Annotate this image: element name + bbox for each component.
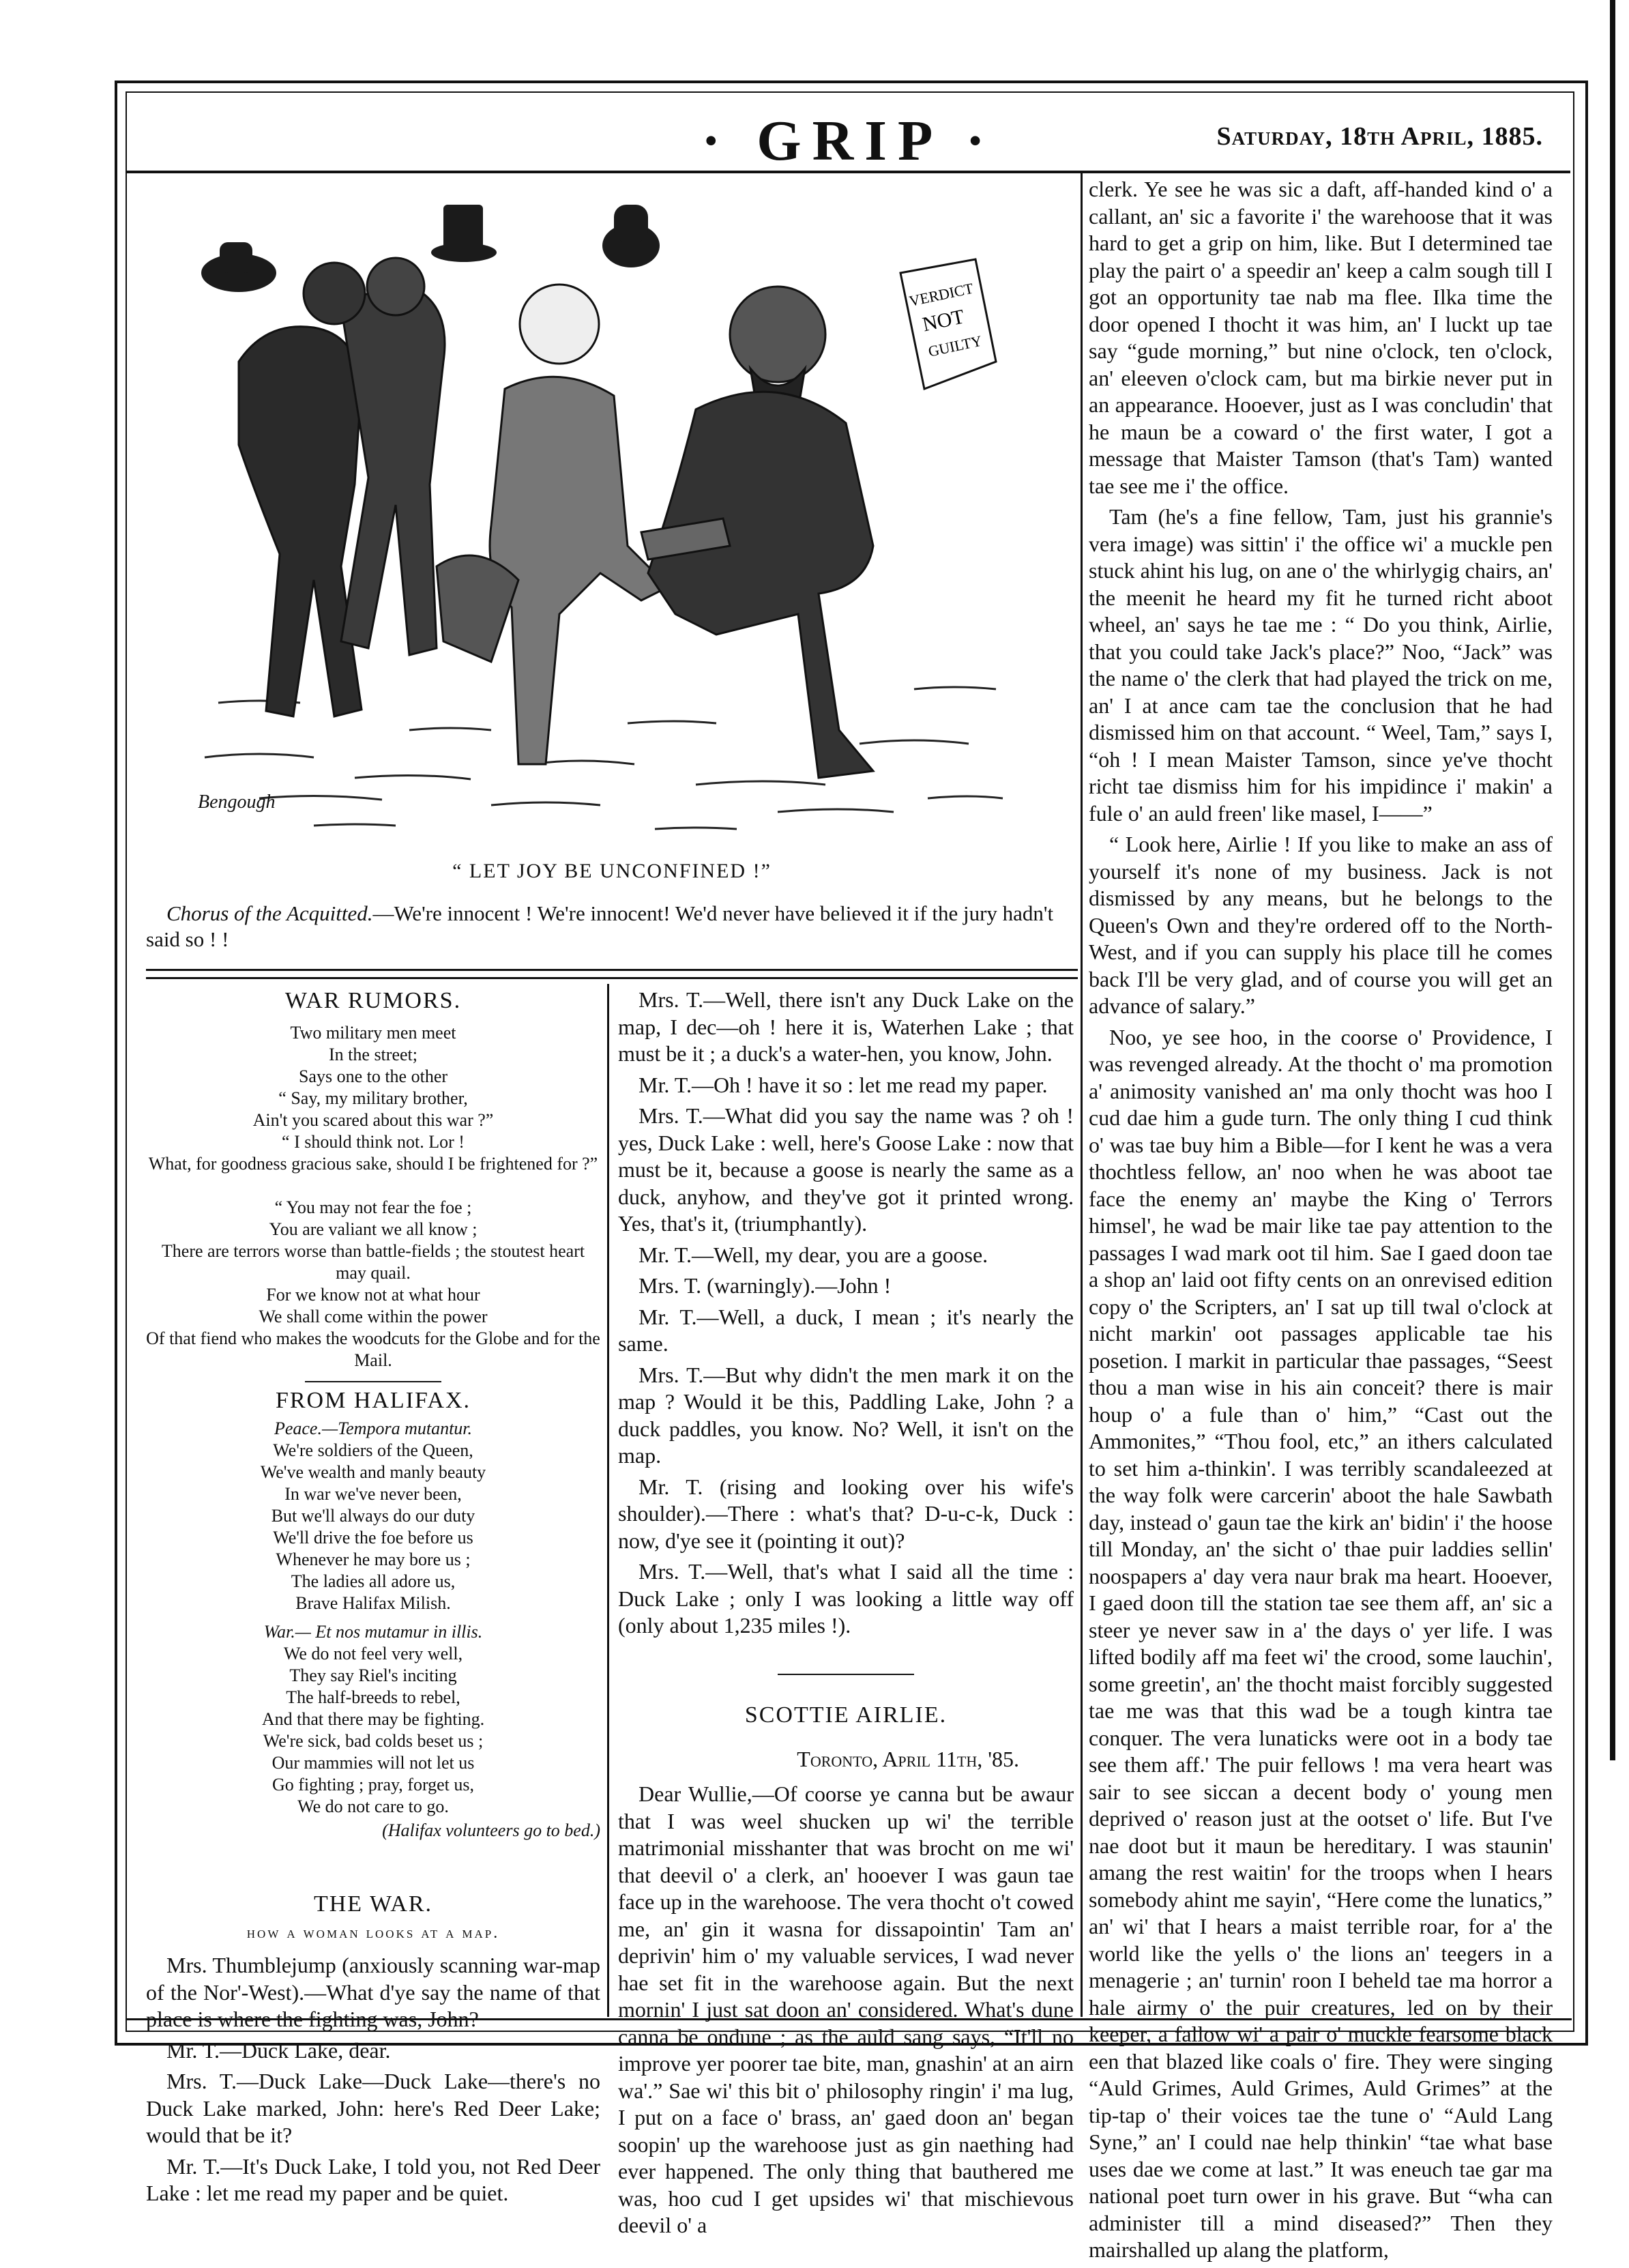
poem-line: The half-breeds to rebel, (286, 1687, 460, 1707)
poem-line: We shall come within the power (259, 1307, 488, 1326)
paragraph: Mrs. T.—Duck Lake—Duck Lake—there's no Duck Lake marked, John: here's Red Deer Lake; would that be it? (146, 2069, 600, 2147)
poem-line (146, 1175, 600, 1197)
paragraph: Tam (he's a fine fellow, Tam, just his grannie's vera image) was sittin' i' the office wi' a muckle pen stuck ahint his lug, on ane o' the whirlygig chairs, an' the meenit he heard my fit he turned richt aboot wheel, an' says he tae me : “ Do you think, Airlie, that you could take Jack's place?” Noo, “Jack” was the name o' the clerk that had played the trick on me, an' I at ance cam tae the conclusion that he had dismissed him on that account. “ Weel, Tam,” says I, “oh ! I mean Maister Tamson, since ye've thocht richt tae dismiss him for his impidince i' makin' a fule o' an auld freen' like masel, I——” (1089, 504, 1553, 826)
paragraph: Mrs. Thumblejump (anxiously scanning war-map of the Nor'-West).—What d'ye say the name of that place is where the fighting was, John? (146, 1953, 600, 2031)
issue-date: Saturday, 18th April, 1885. (1216, 122, 1543, 151)
paragraph: Mrs. T.—Well, that's what I said all the time : Duck Lake ; only I was looking a little way off (only about 1,235 miles !). (618, 1559, 1074, 1638)
peace-label: Peace.—Tempora mutantur. (274, 1419, 473, 1438)
war-rumors-heading: WAR RUMORS. (284, 988, 462, 1013)
poem-line: “ I should think not. Lor ! (282, 1132, 465, 1152)
masthead-title: · GRIP · (701, 109, 996, 173)
masthead (127, 102, 1570, 173)
poem-line: In the street; (329, 1045, 417, 1064)
paragraph: Dear Wullie,—Of coorse ye canna but be awaur that I was weel shucken up wi' the terrible matrimonial misshanter that was brocht on me wi' that deevil o' a clerk, an' hooever I was gaun tae face up in the warehoose. The vera thocht o't cowed me, an' gin it wasna for dissapointin' Tam an' deprivin' him o' my valuable services, I wad never hae set fit in the warehoose again. But the next mornin' I just sat doon an' considered. What's dune canna be ondune ; as the auld sang says, “It'll no improve yer poorer tae bite, man, gnashin' at an airn wa'.” Sae wi' this bit o' philosophy ringin' i' ma lug, I put on a face o' brass, an' gaed doon an' began soopin' up the warehoose just as gin naething had ever happened. The only thing that bauthered me was, hoo cud I get upsides wi' that mischievous deevil o' a (618, 1782, 1074, 2237)
poem-line: But we'll always do our duty (271, 1506, 475, 1526)
poem-line: There are terrors worse than battle-fields ; the stoutest heart may quail. (161, 1241, 585, 1283)
section-rule (778, 1674, 914, 1675)
paragraph: Mrs. T.—But why didn't the men mark it on the map ? Would it be this, Paddling Lake, John ? a duck paddles, you know. No? Well, it isn't on the map. (618, 1362, 1074, 1468)
cartoon-caption (146, 901, 1078, 953)
poem-line: You are valiant we all know ; (269, 1219, 478, 1239)
paragraph: “ Look here, Airlie ! If you like to make an ass of yourself it's none of my business. Jack is not dismissed by any means, but he belongs to the Queen's Own and they're ordered off to the North-West, and if you can supply his place till he comes back I'll be very glad, and of course you will get an advance of salary.” (1089, 832, 1553, 1018)
poem-line: We do not feel very well, (283, 1644, 463, 1663)
ground-hatching (205, 687, 1003, 829)
verdict-text-1: VERDICT (907, 279, 975, 310)
scan-edge-bar (1610, 0, 1615, 1760)
cartoon-bottom-rule (146, 969, 1078, 971)
column-rule-right (1081, 173, 1083, 2017)
poem-line: Whenever he may bore us ; (276, 1550, 471, 1569)
the-war-subheading: how a woman looks at a map. (246, 1924, 500, 1942)
paragraph: Mr. T.—Oh ! have it so : let me read my paper. (639, 1072, 1048, 1097)
the-war-text (146, 1952, 600, 2207)
war-label: War.— Et nos mutamur in illis. (263, 1622, 483, 1642)
paragraph: Mr. T.—It's Duck Lake, I told you, not Red Deer Lake : let me read my paper and be quiet. (146, 2153, 600, 2205)
scottie-text (618, 1781, 1074, 2239)
poem-line: In war we've never been, (284, 1484, 462, 1504)
halifax-signoff: (Halifax volunteers go to bed.) (382, 1820, 600, 1840)
cartoon-illustration (177, 184, 1037, 839)
poem-line: Two military men meet (290, 1023, 456, 1043)
paragraph: Mrs. T.—What did you say the name was ? oh ! yes, Duck Lake : well, here's Goose Lake : now that must be it, because a goose is nearly the same as a duck, anyhow, and they've got it printed wrong. Yes, that's it, (triumphantly). (618, 1103, 1074, 1236)
cartoon-drawing (177, 184, 1037, 839)
scottie-text-continued (1089, 176, 1553, 2264)
poem-line: Our mammies will not let us (272, 1753, 475, 1773)
paragraph: Mr. T.—Well, my dear, you are a goose. (639, 1242, 988, 1267)
caption-lead: Chorus of the Acquitted. (166, 901, 373, 925)
poem-line: We're soldiers of the Queen, (273, 1440, 473, 1460)
verdict-sign (900, 259, 996, 389)
poem-line: “ Say, my military brother, (278, 1088, 468, 1108)
column-right (1089, 176, 1553, 2268)
verdict-text-3: GUILTY (926, 332, 984, 360)
caption-text: —We're innocent ! We're innocent! We'd never have believed it if the jury hadn't said so ! ! (146, 901, 1054, 951)
peace-poem (146, 1440, 600, 1614)
poem-line: The ladies all adore us, (291, 1571, 456, 1591)
poem-line: We've wealth and manly beauty (260, 1462, 486, 1482)
column-middle (618, 987, 1074, 2243)
poem-line: We do not care to go. (297, 1797, 449, 1816)
figure-right (641, 287, 873, 778)
poem-line: Brave Halifax Milish. (295, 1593, 451, 1613)
war-rumors-poem (146, 1022, 600, 1371)
poem-line: And that there may be fighting. (261, 1709, 485, 1729)
poem-line: They say Riel's inciting (289, 1666, 457, 1685)
the-war-continued (618, 987, 1074, 1640)
paragraph: Mr. T.—Duck Lake, dear. (166, 2037, 391, 2063)
artist-signature: Bengough (198, 791, 276, 813)
cartoon-bottom-rule-2 (146, 977, 1078, 979)
section-rule (305, 1381, 441, 1382)
paragraph: Mrs. T. (warningly).—John ! (639, 1273, 892, 1298)
the-war-heading: THE WAR. (313, 1891, 433, 1917)
paragraph: Noo, ye see hoo, in the coorse o' Providence, I was revenged already. At the thocht o' ma promotion a' animosity vanished an' ma only thocht was hoo I cud dae him a gude turn. The only thing I cud think o' was tae buy him a Bible—for I kent he was a vera thochtless fellow, an' noo when he was aboot tae face the enemy an' maybe the King o' Terrors himsel', he wad be mair like tae pay attention to the passages I wad mark oot til him. Sae I gaed doon tae a shop an' laid oot fifty cents on an onrevised edition copy o' the Scripters, an' I sat up till twal o'clock at nicht markin' oot passages applicable tae his posetion. I markit in particular thae passages, “Seest thou a man wise in his ain conceit? there is mair houp o' a fule than o' him,” “Cast out the Ammonites,” “Thou fool, etc,” an ithers calculated to set him a-thinkin'. I was terribly scandaleezed at the way folk were carcerin' aboot the hale Sawbath day, instead o' gaun tae the kirk an' bidin' i' the hoose till Monday, an' the sicht o' thae puir laddies sellin' noospapers a' day vera naur brak ma heart. Hooever, I gaed doon till the station tae see them aff, an' sic a steer ye never saw in a' the days o' yer life. I was lifted bodily aff ma feet wi' the crood, some lauchin', some greetin', an' the thocht maist forcibly suggested tae me was that this wad be a tough kintra tae conquer. The vera lunaticks were oot in a body tae see them aff.' The puir fellows ! ma vera heart was sair to see siccan a decent body o' young men deprived o' reason just at the ootset o' life. But I've nae doot but it maun be hereditary. I was staunin' amang the rest waitin' for the troops when I hears somebody ahint me sayin', “Here come the lunatics,” an' wi' that I hears a maist terrible roar, for a' the world like the yells o' the lions an' teegers in a menagerie ; an' turnin' roon I beheld tae ma horror a hale airmy o' the puir creatures, led on by their keeper, a fallow wi' a pair o' muckle fearsome black een that blazed like coals o' fire. They were singing “Auld Grimes, Auld Grimes, Auld Grimes” at the tip-tap o' their voices tae the tune o' “Auld Lang Syne,” an' I could nae help thinkin' “tae what base uses dae we come at last.” It was eneuch tae gar ma national poet turn ower in his grave. But “wha can administer till a mind diseased?” Then they mairshalled up alang the platform, (1089, 1024, 1553, 2262)
poem-line: What, for goodness gracious sake, should I be frightened for ?” (148, 1154, 598, 1174)
figures-embracing (239, 258, 445, 716)
poem-line: “ You may not fear the foe ; (274, 1197, 472, 1217)
poem-line: We're sick, bad colds beset us ; (263, 1731, 484, 1751)
from-halifax-heading: FROM HALIFAX. (275, 1388, 471, 1413)
paragraph: Mrs. T.—Well, there isn't any Duck Lake on the map, I dec—oh ! here it is, Waterhen Lake ; that must be it ; a duck's a water-hen, you know, John. (618, 987, 1074, 1066)
column-rule-middle (607, 984, 609, 2017)
scottie-dateline: Toronto, April 11th, '85. (797, 1746, 1019, 1771)
figure-center (437, 285, 669, 764)
war-poem (146, 1643, 600, 1818)
poem-line: Of that fiend who makes the woodcuts for the Globe and for the Mail. (146, 1328, 600, 1370)
poem-line: For we know not at what hour (266, 1285, 480, 1305)
paragraph: Mr. T.—Well, a duck, I mean ; it's nearly the same. (618, 1304, 1074, 1356)
paragraph: clerk. Ye see he was sic a daft, aff-handed kind o' a callant, an' sic a favorite i' the warehoose that it was hard to get a grip on him, like. But I determined tae play the pairt o' a speedir an' keep a calm sough till I got an opportunity tae nab ma flee. Ilka time the door opened I thocht it was him, an' I luckt up tae say “gude morning,” but nine o'clock, ten o'clock, an' eleeven o'clock cam, but ma birkie never put in an appearance. Hooever, just as I was concludin' that he maun be a coward o' the first water, I got a message that Maister Tamson (that's Tam) wanted tae see me i' the office. (1089, 177, 1553, 498)
flying-hats (201, 205, 660, 292)
poem-line: Says one to the other (298, 1066, 448, 1086)
poem-line: Go fighting ; pray, forget us, (272, 1775, 475, 1794)
paragraph: Mr. T. (rising and looking over his wife's shoulder).—There : what's that? D-u-c-k, Duck : now, d'ye see it (pointing it out)? (618, 1474, 1074, 1553)
cartoon-caption-title: “ LET JOY BE UNCONFINED !” (452, 860, 772, 882)
column-left (146, 988, 600, 2211)
scottie-heading: SCOTTIE AIRLIE. (744, 1702, 948, 1728)
poem-line: Ain't you scared about this war ?” (252, 1110, 494, 1130)
poem-line: We'll drive the foe before us (273, 1528, 473, 1547)
verdict-text-2: NOT (920, 305, 967, 336)
